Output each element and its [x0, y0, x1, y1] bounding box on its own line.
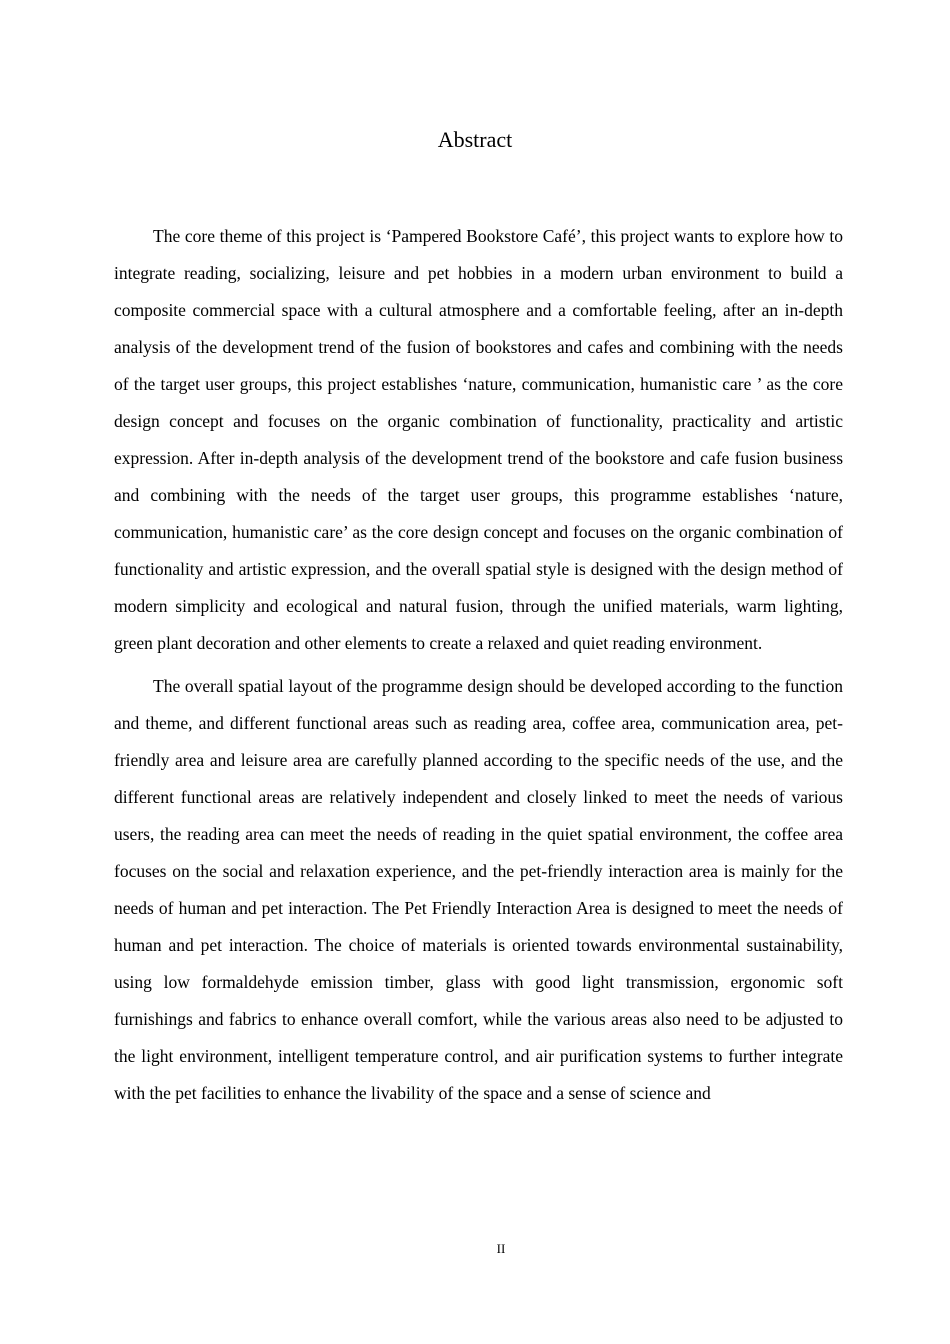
- page-title: Abstract: [437, 127, 513, 152]
- abstract-paragraph: The core theme of this project is ‘Pampered Bookstore Café’, this project wants to explore how to integrate reading, socializing, leisure and pet hobbies in a modern urban environment to build a composite commercial space with a cultural atmosphere and a comfortable feeling, after an in-depth analysis of the development trend of the fusion of bookstores and cafes and combining with the needs of the target user groups, this project establishes ‘nature, communication, humanistic care ’ as the core design concept and focuses on the organic combination of functionality, practicality and artistic expression. After in-depth analysis of the development trend of the bookstore and cafe fusion business and combining with the needs of the target user groups, this programme establishes ‘nature, communication, humanistic care’ as the core design concept and focuses on the organic combination of functionality and artistic expression, and the overall spatial style is designed with the design method of modern simplicity and ecological and natural fusion, through the unified materials, warm lighting, green plant decoration and other elements to create a relaxed and quiet reading environment.: [114, 226, 843, 653]
- page-number: II: [496, 1241, 506, 1256]
- abstract-paragraph: The overall spatial layout of the programme design should be developed according to the function and theme, and different functional areas such as reading area, coffee area, communication area, pet-friendly area and leisure area are carefully planned according to the specific needs of the use, and the different functional areas are relatively independent and closely linked to meet the needs of various users, the reading area can meet the needs of reading in the quiet spatial environment, the coffee area focuses on the social and relaxation experience, and the pet-friendly interaction area is mainly for the needs of human and pet interaction. The Pet Friendly Interaction Area is designed to meet the needs of human and pet interaction. The choice of materials is oriented towards environmental sustainability, using low formaldehyde emission timber, glass with good light transmission, ergonomic soft furnishings and fabrics to enhance overall comfort, while the various areas also need to be adjusted to the light environment, intelligent temperature control, and air purification systems to further integrate with the pet facilities to enhance the livability of the space and a sense of science and: [114, 676, 843, 1103]
- abstract-body: [114, 218, 843, 1112]
